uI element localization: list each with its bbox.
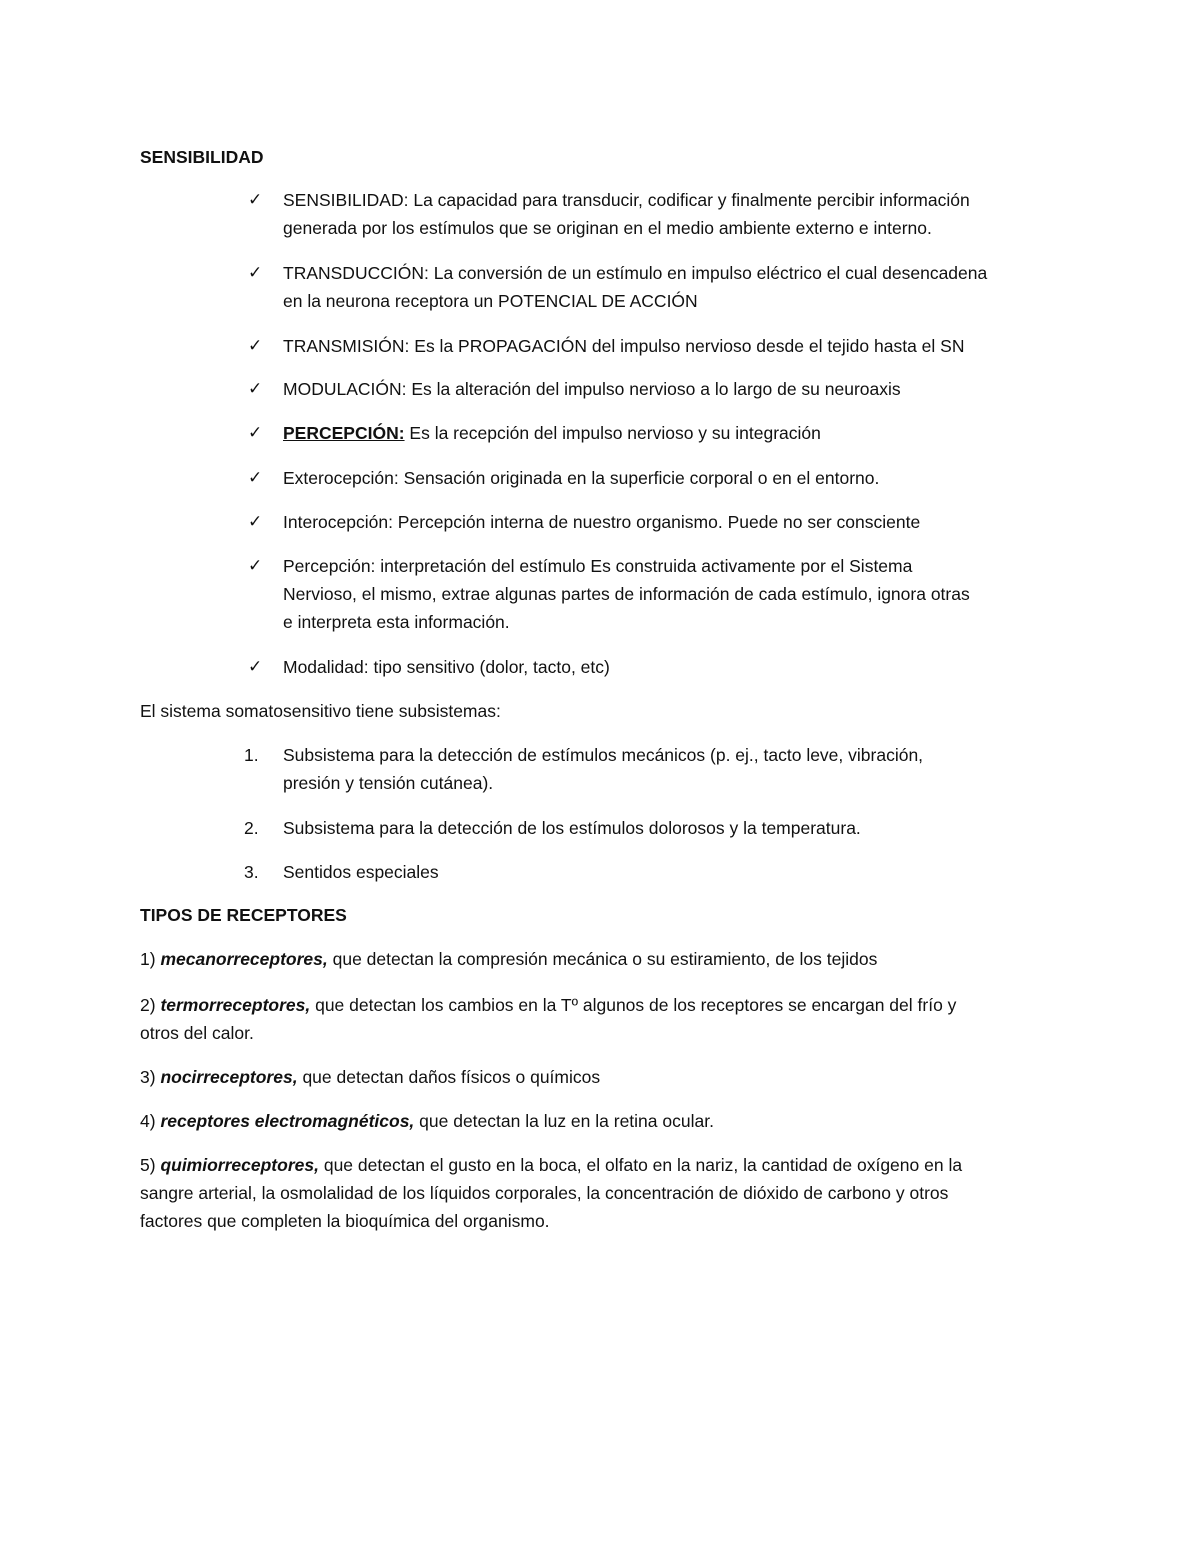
item-text: interpretación del estímulo Es construida activamente por el Sistema (375, 556, 913, 576)
term-label: TRANSMISIÓN: (283, 336, 410, 356)
checklist-item (283, 656, 610, 678)
receptor-text: que detectan daños físicos o químicos (297, 1067, 601, 1087)
checklist-item (283, 422, 821, 444)
receptor-text: que detectan la luz en la retina ocular. (414, 1111, 714, 1131)
item-text-continued: e interpreta esta información. (283, 612, 510, 632)
item-text: Es la recepción del impulso nervioso y su integración (404, 423, 821, 443)
checklist-item (283, 335, 964, 357)
subsystem-item: Subsistema para la detección de los estímulos dolorosos y la temperatura. (283, 818, 861, 838)
item-text: tipo sensitivo (dolor, tacto, etc) (368, 657, 610, 677)
receptor-term: termorreceptores, (160, 995, 311, 1015)
receptor-item (140, 994, 956, 1016)
item-text: Sensación originada en la superficie corporal o en el entorno. (398, 468, 880, 488)
receptor-term: quimiorreceptores, (160, 1155, 319, 1175)
checklist-item (283, 511, 920, 533)
check-icon: ✓ (248, 379, 263, 399)
list-number: 1. (244, 745, 259, 765)
checklist-item (283, 555, 912, 577)
receptor-item (140, 1110, 714, 1132)
term-label: TRANSDUCCIÓN: (283, 263, 429, 283)
receptor-term: mecanorreceptores, (160, 949, 328, 969)
receptor-term: nocirreceptores, (160, 1067, 298, 1087)
term-label: Exterocepción: (283, 468, 399, 488)
term-label: Modalidad: (283, 657, 369, 677)
check-icon: ✓ (248, 512, 263, 532)
checklist-item (283, 467, 879, 489)
check-icon: ✓ (248, 657, 263, 677)
item-text-continued: en la neurona receptora un POTENCIAL DE ACCIÓN (283, 291, 698, 311)
item-text-continued: Nervioso, el mismo, extrae algunas partes de información de cada estímulo, ignora otras (283, 584, 970, 604)
receptor-item (140, 948, 877, 970)
term-label: Interocepción: (283, 512, 393, 532)
item-text: La conversión de un estímulo en impulso eléctrico el cual desencadena (428, 263, 988, 283)
subsystem-item-continued: presión y tensión cutánea). (283, 773, 494, 793)
term-label: MODULACIÓN: (283, 379, 407, 399)
receptor-item (140, 1066, 600, 1088)
item-text: Es la PROPAGACIÓN del impulso nervioso desde el tejido hasta el SN (409, 336, 965, 356)
subsystem-item: Sentidos especiales (283, 862, 439, 882)
subsystem-item: Subsistema para la detección de estímulos mecánicos (p. ej., tacto leve, vibración, (283, 745, 924, 765)
item-text-continued: generada por los estímulos que se originan en el medio ambiente externo e interno. (283, 218, 932, 238)
check-icon: ✓ (248, 336, 263, 356)
receptor-item (140, 1154, 962, 1176)
term-label: Percepción: (283, 556, 376, 576)
check-icon: ✓ (248, 423, 263, 443)
item-text: Percepción interna de nuestro organismo. Puede no ser consciente (392, 512, 921, 532)
heading-tipos-receptores: TIPOS DE RECEPTORES (140, 905, 347, 925)
term-label: SENSIBILIDAD: (283, 190, 409, 210)
check-icon: ✓ (248, 556, 263, 576)
checklist-item (283, 378, 901, 400)
receptor-term: receptores electromagnéticos, (160, 1111, 415, 1131)
receptor-number: 2) (140, 995, 156, 1015)
receptor-number: 4) (140, 1111, 156, 1131)
checklist-item (283, 262, 987, 284)
receptor-number: 1) (140, 949, 156, 969)
receptor-number: 3) (140, 1067, 156, 1087)
receptor-text-continued: sangre arterial, la osmolalidad de los líquidos corporales, la concentración de dióxido de carbono y otros (140, 1183, 949, 1203)
check-icon: ✓ (248, 263, 263, 283)
subsystems-intro: El sistema somatosensitivo tiene subsistemas: (140, 701, 501, 721)
receptor-text-continued: factores que completen la bioquímica del organismo. (140, 1211, 550, 1231)
receptor-text: que detectan los cambios en la Tº algunos de los receptores se encargan del frío y (310, 995, 957, 1015)
receptor-number: 5) (140, 1155, 156, 1175)
checklist-item (283, 189, 970, 211)
item-text: Es la alteración del impulso nervioso a lo largo de su neuroaxis (406, 379, 901, 399)
check-icon: ✓ (248, 468, 263, 488)
receptor-text: que detectan la compresión mecánica o su estiramiento, de los tejidos (327, 949, 878, 969)
item-text: La capacidad para transducir, codificar y finalmente percibir información (408, 190, 970, 210)
receptor-text: que detectan el gusto en la boca, el olfato en la nariz, la cantidad de oxígeno en la (318, 1155, 963, 1175)
list-number: 2. (244, 818, 259, 838)
heading-sensibilidad: SENSIBILIDAD (140, 147, 264, 167)
list-number: 3. (244, 862, 259, 882)
receptor-text-continued: otros del calor. (140, 1023, 254, 1043)
check-icon: ✓ (248, 190, 263, 210)
term-label: PERCEPCIÓN: (283, 423, 405, 443)
